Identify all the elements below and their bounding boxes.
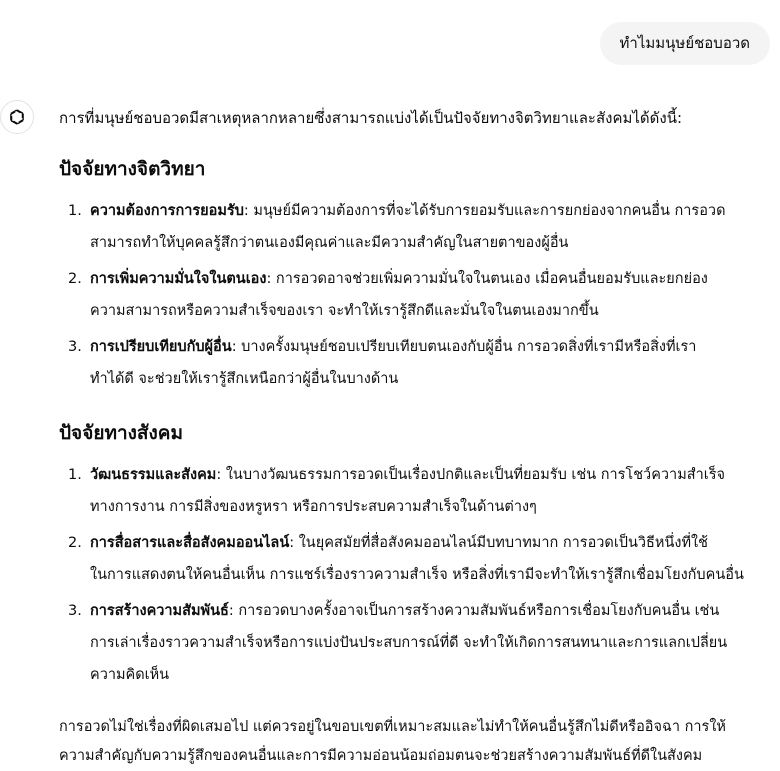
section-heading-psychological: ปัจจัยทางจิตวิทยา: [59, 158, 206, 180]
list-item: [59, 263, 771, 327]
assistant-avatar: [0, 100, 34, 134]
item-text-line: ความสามารถหรือความสำเร็จของเรา จะทำให้เรารู้สึกดีและมั่นใจในตนเองมากขึ้น: [90, 303, 599, 319]
list-number: 1.: [68, 467, 82, 483]
user-message-bubble: ทำไมมนุษย์ชอบอวด: [600, 22, 770, 65]
item-term: ความต้องการการยอมรับ: [90, 203, 244, 219]
intro-paragraph: การที่มนุษย์ชอบอวดมีสาเหตุหลากหลายซึ่งสามารถแบ่งได้เป็นปัจจัยทางจิตวิทยาและสังคมได้ดังนี้:: [59, 109, 683, 127]
closing-line: การอวดไม่ใช่เรื่องที่ผิดเสมอไป แต่ควรอยู่ในขอบเขตที่เหมาะสมและไม่ทำให้คนอื่นรู้สึกไม่ดีหรืออิจฉา การให้: [59, 719, 726, 735]
item-text-line: : การอวดอาจช่วยเพิ่มความมั่นใจในตนเอง เมื่อคนอื่นยอมรับและยกย่อง: [266, 271, 708, 287]
list-item: [59, 195, 771, 259]
item-text-line: การเล่าเรื่องราวความสำเร็จหรือการแบ่งปันประสบการณ์ที่ดี จะทำให้เกิดการสนทนาและการแลกเปลี่ยน: [90, 635, 728, 651]
item-text-line: ความคิดเห็น: [90, 667, 170, 683]
section-heading-social: ปัจจัยทางสังคม: [59, 422, 184, 444]
item-text-line: ทางการงาน การมีสิ่งของหรูหรา หรือการประสบความสำเร็จในด้านต่างๆ: [90, 499, 537, 515]
assistant-content: [59, 100, 771, 771]
closing-paragraph: [59, 713, 771, 771]
item-term: การเพิ่มความมั่นใจในตนเอง: [90, 271, 267, 287]
list-item: [59, 527, 771, 591]
item-text-line: ทำได้ดี จะช่วยให้เรารู้สึกเหนือกว่าผู้อื่นในบางด้าน: [90, 371, 399, 387]
item-term: วัฒนธรรมและสังคม: [90, 467, 217, 483]
openai-logo-icon: [7, 107, 27, 127]
item-term: การเปรียบเทียบกับผู้อื่น: [90, 339, 232, 355]
item-term: การสื่อสารและสื่อสังคมออนไลน์: [90, 535, 290, 551]
item-text-line: : มนุษย์มีความต้องการที่จะได้รับการยอมรับและการยกย่องจากคนอื่น การอวด: [243, 203, 726, 219]
item-text-line: สามารถทำให้บุคคลรู้สึกว่าตนเองมีคุณค่าและมีความสำคัญในสายตาของผู้อื่น: [90, 235, 569, 251]
social-factors-list: [59, 459, 771, 691]
list-item: [59, 331, 771, 395]
list-number: 2.: [68, 535, 82, 551]
item-text-line: : ในยุคสมัยที่สื่อสังคมออนไลน์มีบทบาทมาก การอวดเป็นวิธีหนึ่งที่ใช้: [289, 535, 708, 551]
closing-line: ความสำคัญกับความรู้สึกของคนอื่นและการมีความอ่อนน้อมถ่อมตนจะช่วยสร้างความสัมพันธ์ที่ดีในสังคม: [59, 748, 703, 764]
list-number: 2.: [68, 271, 82, 287]
list-number: 3.: [68, 339, 82, 355]
item-text-line: : ในบางวัฒนธรรมการอวดเป็นเรื่องปกติและเป็นที่ยอมรับ เช่น การโชว์ความสำเร็จ: [216, 467, 725, 483]
list-item: [59, 459, 771, 523]
list-number: 3.: [68, 603, 82, 619]
psychological-factors-list: [59, 195, 771, 395]
item-term: การสร้างความสัมพันธ์: [90, 603, 229, 619]
item-text-line: : การอวดบางครั้งอาจเป็นการสร้างความสัมพันธ์หรือการเชื่อมโยงกับคนอื่น เช่น: [228, 603, 720, 619]
item-text-line: ในการแสดงตนให้คนอื่นเห็น การแชร์เรื่องราวความสำเร็จ หรือสิ่งที่เรามีจะทำให้เรารู้สึกเชื่อมโยงกับคนอื่น: [90, 567, 744, 583]
list-number: 1.: [68, 203, 82, 219]
user-message-row: [600, 22, 770, 65]
item-text-line: : บางครั้งมนุษย์ชอบเปรียบเทียบตนเองกับผู้อื่น การอวดสิ่งที่เรามีหรือสิ่งที่เรา: [231, 339, 697, 355]
list-item: [59, 595, 771, 691]
